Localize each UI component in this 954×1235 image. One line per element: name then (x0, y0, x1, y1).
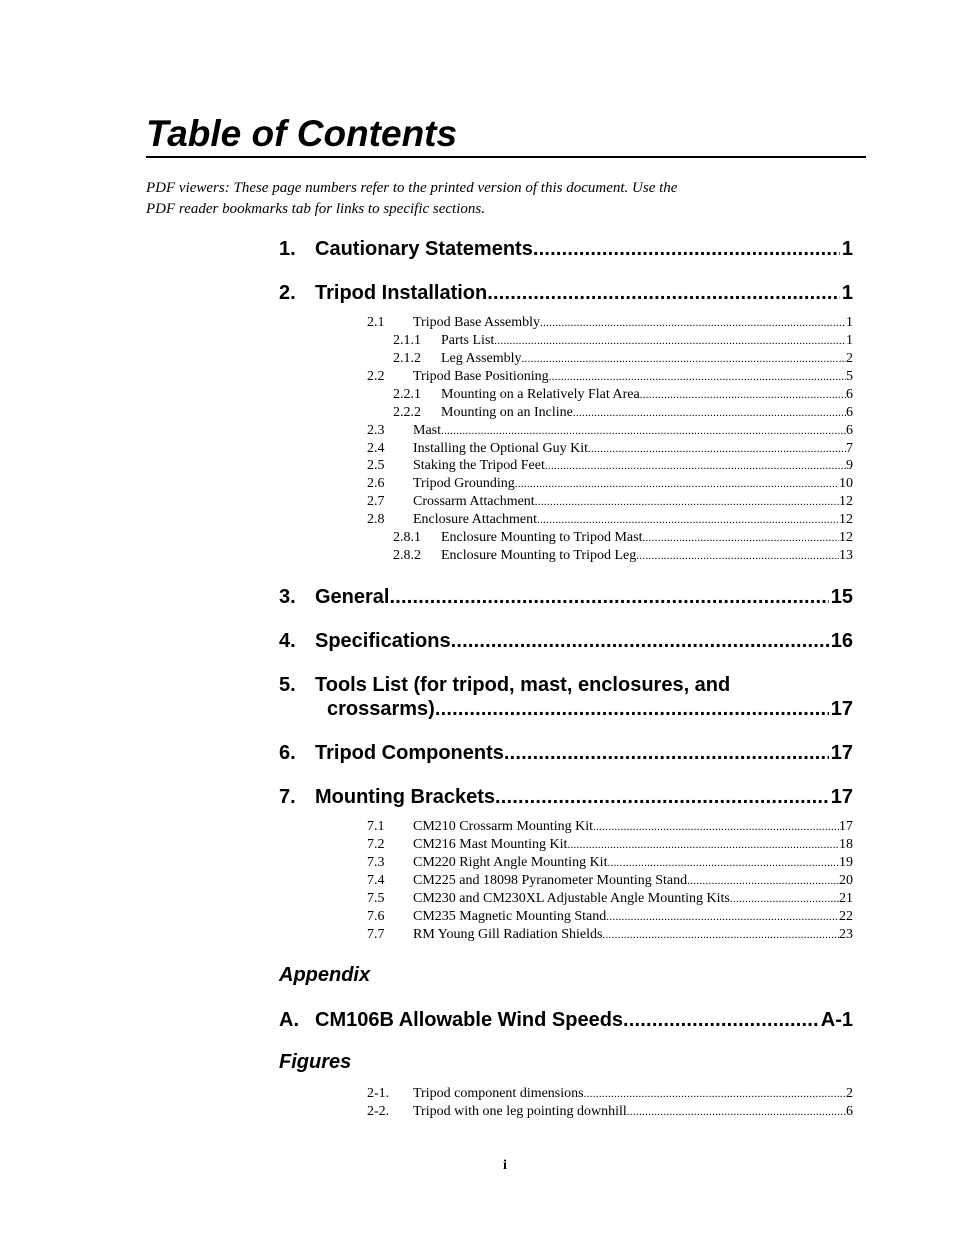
page-number: i (503, 1158, 507, 1173)
entry-page: 6 (846, 423, 853, 438)
dot-leader (515, 475, 839, 493)
dot-leader (545, 457, 846, 475)
dot-leader (495, 782, 829, 812)
entry-label: CM210 Crossarm Mounting Kit (413, 819, 594, 834)
entry-label: Enclosure Mounting to Tripod Mast (441, 530, 643, 545)
dot-leader (636, 547, 839, 565)
entry-number: 2.3 (367, 423, 385, 438)
dot-leader (537, 511, 839, 529)
entry-page: 5 (846, 369, 853, 384)
dot-leader (640, 386, 846, 404)
toc-subentry[interactable] (367, 440, 853, 458)
entry-page: 13 (839, 548, 853, 563)
figures-heading: Figures (279, 1051, 352, 1073)
toc-entry-2[interactable] (279, 278, 853, 308)
dot-leader (533, 234, 840, 264)
entry-label: Tools List (for tripod, mast, enclosures, and (315, 674, 731, 696)
entry-page: 7 (846, 441, 853, 456)
entry-number: 2.1 (367, 315, 385, 330)
toc-subentry[interactable] (367, 818, 853, 836)
entry-label: CM230 and CM230XL Adjustable Angle Mounting Kits (413, 891, 730, 906)
toc-subentry[interactable] (367, 872, 853, 890)
entry-label: Mounting on an Incline (441, 405, 573, 420)
dot-leader (607, 854, 839, 872)
entry-label: Tripod with one leg pointing downhill (413, 1104, 627, 1119)
entry-page: 23 (839, 927, 853, 942)
toc-subentry[interactable] (367, 314, 853, 332)
entry-number: A. (279, 1009, 299, 1031)
entry-page: 12 (839, 512, 853, 527)
dot-leader (535, 493, 839, 511)
figure-entry[interactable] (367, 1103, 853, 1121)
entry-page: A-1 (820, 1009, 853, 1031)
dot-leader (451, 626, 829, 656)
dot-leader (441, 422, 846, 440)
entry-label: Crossarm Attachment (413, 494, 535, 509)
toc-subentry[interactable] (393, 547, 853, 565)
dot-leader (584, 1085, 846, 1103)
entry-page: 22 (839, 909, 853, 924)
entry-page: 19 (839, 855, 853, 870)
entry-label: Tripod Components (315, 742, 504, 764)
entry-label: RM Young Gill Radiation Shields (413, 927, 603, 942)
dot-leader (549, 368, 846, 386)
entry-label: Tripod component dimensions (413, 1086, 584, 1101)
dot-leader (389, 582, 828, 612)
entry-page: 17 (839, 819, 853, 834)
entry-number: 2.2.1 (393, 387, 421, 402)
entry-page: 10 (839, 476, 853, 491)
dot-leader (642, 529, 839, 547)
dot-leader (687, 872, 839, 890)
entry-number: 7.6 (367, 909, 385, 924)
entry-label: Staking the Tripod Feet (413, 458, 545, 473)
toc-entry-appendix-a[interactable] (279, 1005, 853, 1035)
entry-number: 2-2. (367, 1104, 390, 1119)
entry-label-continued: crossarms) (327, 698, 435, 720)
entry-number: 2-1. (367, 1086, 390, 1101)
toc-subentry[interactable] (393, 404, 853, 422)
dot-leader (730, 890, 839, 908)
dot-leader (504, 738, 829, 768)
entry-label: Enclosure Mounting to Tripod Leg (441, 548, 637, 563)
entry-number: 3. (279, 586, 296, 608)
toc-subentry[interactable] (367, 854, 853, 872)
toc-subentry[interactable] (367, 475, 853, 493)
figure-entry[interactable] (367, 1085, 853, 1103)
dot-leader (522, 350, 847, 368)
toc-subentry[interactable] (367, 908, 853, 926)
entry-number: 7. (279, 786, 296, 808)
toc-entry-6[interactable] (279, 738, 853, 768)
entry-page: 1 (841, 238, 853, 260)
dot-leader (623, 1005, 819, 1035)
dot-leader (606, 908, 839, 926)
appendix-heading: Appendix (279, 964, 371, 986)
entry-number: 7.4 (367, 873, 385, 888)
entry-label: General (315, 586, 390, 608)
entry-page: 17 (830, 742, 853, 764)
entry-page: 12 (839, 530, 853, 545)
entry-number: 1. (279, 238, 296, 260)
entry-number: 2.8.2 (393, 548, 421, 563)
entry-page: 2 (846, 351, 853, 366)
dot-leader (494, 332, 846, 350)
entry-number: 2.1.2 (393, 351, 421, 366)
entry-page: 6 (846, 405, 853, 420)
dot-leader (487, 278, 840, 308)
entry-page: 9 (846, 458, 853, 473)
entry-page: 6 (846, 1104, 853, 1119)
entry-number: 7.3 (367, 855, 385, 870)
entry-label: CM225 and 18098 Pyranometer Mounting Stand (413, 873, 688, 888)
entry-label: Specifications (315, 630, 451, 652)
entry-number: 5. (279, 674, 296, 696)
entry-label: Parts List (441, 333, 495, 348)
entry-label: Tripod Base Assembly (413, 315, 541, 330)
toc-entry-7[interactable] (279, 782, 853, 812)
entry-page: 15 (830, 586, 853, 608)
toc-subentry[interactable] (367, 836, 853, 854)
entry-number: 2.1.1 (393, 333, 421, 348)
toc-subentry[interactable] (367, 890, 853, 908)
toc-subentry[interactable] (393, 386, 853, 404)
entry-number: 2.8 (367, 512, 385, 527)
entry-label: Mounting Brackets (315, 786, 496, 808)
entry-page: 17 (830, 786, 853, 808)
entry-page: 12 (839, 494, 853, 509)
toc-subentry[interactable] (367, 368, 853, 386)
toc-entry-3[interactable] (279, 582, 853, 612)
entry-label: Tripod Grounding (413, 476, 515, 491)
title-rule (146, 156, 866, 158)
entry-label: CM216 Mast Mounting Kit (413, 837, 568, 852)
toc-subentry[interactable] (393, 350, 853, 368)
entry-page: 1 (841, 282, 853, 304)
toc-entry-1[interactable] (279, 234, 853, 264)
entry-page: 1 (846, 315, 853, 330)
entry-page: 1 (846, 333, 853, 348)
page-title: Table of Contents (146, 113, 458, 154)
entry-number: 2.5 (367, 458, 385, 473)
toc-subentry[interactable] (367, 511, 853, 529)
entry-label: Tripod Base Positioning (413, 369, 549, 384)
toc-subentry[interactable] (393, 332, 853, 350)
entry-number: 2.2.2 (393, 405, 421, 420)
toc-subentry[interactable] (393, 529, 853, 547)
entry-label: Leg Assembly (441, 351, 522, 366)
entry-page: 20 (839, 873, 853, 888)
pdf-viewer-note (146, 178, 806, 220)
dot-leader (588, 440, 846, 458)
entry-label: Installing the Optional Guy Kit (413, 441, 588, 456)
entry-page: 16 (830, 630, 853, 652)
entry-number: 4. (279, 630, 296, 652)
entry-number: 2.2 (367, 369, 385, 384)
dot-leader (627, 1103, 846, 1121)
toc-subentry[interactable] (367, 926, 853, 944)
entry-number: 7.5 (367, 891, 385, 906)
entry-number: 2.6 (367, 476, 385, 491)
entry-number: 2.8.1 (393, 530, 421, 545)
entry-page: 2 (846, 1086, 853, 1101)
dot-leader (593, 818, 839, 836)
toc-subentry[interactable] (367, 457, 853, 475)
entry-label: Mast (413, 423, 441, 438)
dot-leader (540, 314, 846, 332)
entry-number: 6. (279, 742, 296, 764)
entry-label: Tripod Installation (315, 282, 488, 304)
entry-page: 17 (830, 698, 853, 720)
entry-label: Cautionary Statements (315, 238, 533, 260)
entry-number: 7.7 (367, 927, 385, 942)
entry-number: 2. (279, 282, 296, 304)
toc-subentry[interactable] (367, 493, 853, 511)
entry-page: 18 (839, 837, 853, 852)
entry-number: 2.4 (367, 441, 385, 456)
entry-page: 6 (846, 387, 853, 402)
entry-label: CM220 Right Angle Mounting Kit (413, 855, 608, 870)
note-line: PDF viewers: These page numbers refer to the printed version of this document. Use the (146, 180, 678, 196)
dot-leader (573, 404, 846, 422)
entry-page: 21 (839, 891, 853, 906)
entry-number: 7.1 (367, 819, 385, 834)
entry-number: 2.7 (367, 494, 385, 509)
toc-entry-4[interactable] (279, 626, 853, 656)
dot-leader (567, 836, 839, 854)
note-line: PDF reader bookmarks tab for links to specific sections. (146, 201, 485, 217)
toc-entry-5-continued[interactable] (327, 694, 853, 724)
entry-label: CM235 Magnetic Mounting Stand (413, 909, 607, 924)
entry-number: 7.2 (367, 837, 385, 852)
entry-label: Mounting on a Relatively Flat Area (441, 387, 640, 402)
dot-leader (435, 694, 829, 724)
entry-label: CM106B Allowable Wind Speeds (315, 1009, 624, 1031)
entry-label: Enclosure Attachment (413, 512, 538, 527)
toc-subentry[interactable] (367, 422, 853, 440)
dot-leader (602, 926, 839, 944)
